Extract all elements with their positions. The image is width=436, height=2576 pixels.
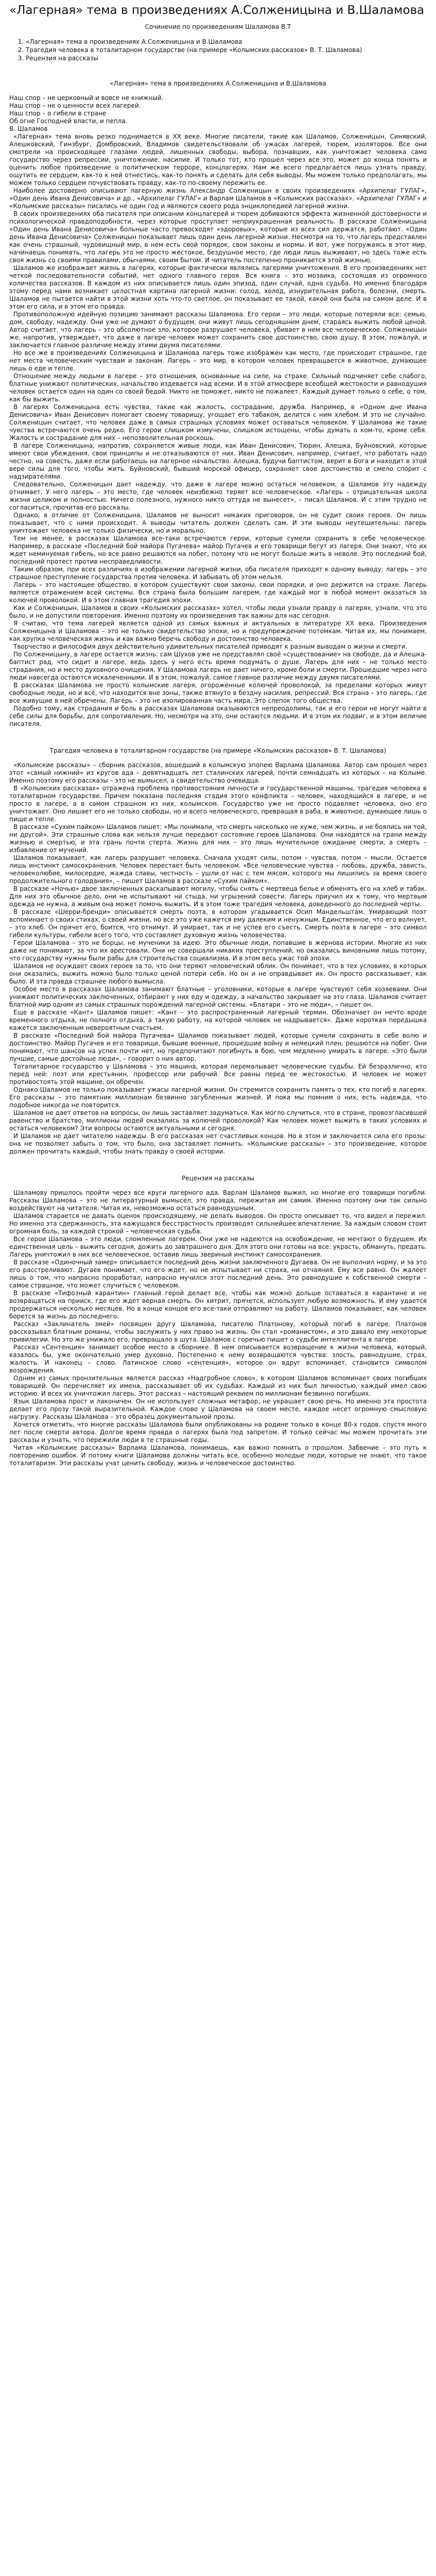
paragraph: В рассказе «Сухим пайком» Шаламов пишет: «Мы понимали, что смерть нисколько не хуже, чем жизнь, и не боялись ни той, ни другой». Эти страшные слова как нельзя лучше передают состояние героев Шаламова. Они находятся на грани между жизнью и смертью, и эта грань почти стерта. Жизнь для них – это лишь мучительное ожидание смерти, а смерть – избавление от мучений. (9, 823, 427, 854)
epigraph (9, 94, 427, 133)
paragraph: Однако, в отличие от Солженицына, Шаламов не выносит никаких приговоров, он не судит своих героев. Он лишь показывает, что с ними происходит. А выводы читатель должен сделать сам. И эти выводы неутешительны: лагерь уничтожает человека не только физически, но и морально. (9, 512, 427, 534)
paragraph: Таким образом, при всех различиях в изображении лагерной жизни, оба писателя приходят к одному выводу: лагерь – это страшное преступление государства против человека. И забывать об этом нельзя. (9, 566, 427, 581)
paragraph: Шаламов же изображает жизнь в лагерях, которые фактически являлись лагерями уничтожения. В его произведениях нет четкой последовательности событий, нет одного главного героя. Вся книга – это мозаика, состоящая из огромного количества рассказов. В каждом из них описывается лишь один эпизод, один случай, одна судьба. Но именно благодаря этому перед нами возникает целостная картина лагерной жизни: голод, холод, изнурительная работа, болезни, смерть. Шаламов не пытается найти в этой жизни хоть что-то светлое, он показывает ее такой, какой она была на самом деле. И в этом его сила, и в этом его правда. (9, 264, 427, 310)
essay-body (9, 1189, 427, 1467)
paragraph: Наиболее достоверно описывают лагерную жизнь Александр Солженицын в своих произведениях «Архипелаг ГУЛАГ», «Один день Ивана Денисовича» и др., «Архипелаг ГУЛАГ» и Варлам Шаламов в «Колымских рассказах». «Архипелаг ГУЛАГ» и «Колымские рассказы» писались не один год и являются своего рода энциклопедией лагерной жизни. (9, 187, 427, 210)
epigraph-author: В. Шаламов (9, 125, 48, 132)
paragraph: Следовательно, Солженицын дает надежду, что даже в лагере можно остаться человеком, а Шаламов эту надежду отнимает. У него лагерь – это место, где человек неизбежно теряет все человеческое. «Лагерь – отрицательная школа жизни целиком и полностью. Ничего полезного, нужного никто оттуда не вынесет», – писал Шаламов. И с этим трудно не согласиться, прочитав его рассказы. (9, 481, 427, 511)
epigraph-line: Об огне Господней власти, и пепла. (9, 117, 128, 125)
paragraph: Я считаю, что тема лагерей является одной из самых важных и актуальных в литературе XX века. Произведения Солженицына и Шаламова – это не только свидетельство эпохи, но и предупреждение потомкам. Читая их, мы понимаем, как хрупка человеческая жизнь и как важно беречь свободу и достоинство человека. (9, 620, 427, 642)
paragraph: Рассказ «Заклинатель змей» посвящен другу Шаламова, писателю Платонову, который погиб в лагере. Платонов рассказывал блатным романы, чтобы заслужить у них право на жизнь. Он стал «романистом», и это давало ему некоторые привилегии. Но это же унижало его, превращало в шута. Шаламов с горечью пишет о судьбе интеллигента в лагере. (9, 1320, 427, 1343)
paragraph: Противоположную идейную позицию занимают рассказы Шаламова. Его герои – это люди, которые потеряли все: семью, дом, свободу, надежду. Они уже не думают о будущем, они живут лишь сегодняшним днем, стараясь выжить любой ценой. Автор считает, что лагерь – это абсолютное зло, которое разрушает человека, убивает в нем все человеческое. Солженицын же, напротив, утверждает, что даже в лагере человек может сохранить свое достоинство, свою душу. В этом, пожалуй, и заключается главное различие между этими двумя писателями. (9, 311, 427, 349)
paragraph: Но все же в произведениях Солженицына и Шаламова лагерь тоже изображен как место, где происходит страшное, где нет места человеческим чувствам и законам. Лагерь – это мир, в котором человек превращается в животное, думающее лишь о еде и тепле. (9, 349, 427, 372)
paragraph: В лагерях Солженицына есть чувства, такие как жалость, сострадание, дружба. Например, в «Одном дне Ивана Денисовича» Иван Денисович помогает своему товарищу, угощает его табаком, делится с ним хлебом. И это не случайно. Солженицын считает, что человек даже в самых страшных условиях может оставаться человеком. У Шаламова же такие чувства встречаются очень редко. Его герои слишком измучены, слишком истощены, чтобы думать о ком-то, кроме себя. Жалость и сострадание для них – непозволительная роскошь. (9, 403, 427, 442)
essay-heading: «Лагерная» тема в произведениях А.Солженицына и В.Шаламова (110, 80, 326, 87)
paragraph: Шаламов показывает, как лагерь разрушает человека. Сначала уходят силы, потом – чувства, потом – мысли. Остается лишь инстинкт самосохранения. Человек перестает быть человеком. «Все человеческие чувства – любовь, дружба, зависть, человеколюбие, милосердие, жажда славы, честность – ушли от нас с тем мясом, которого мы лишились за время своего продолжительного голодания», – пишет Шаламов в рассказе «Сухим пайком». (9, 854, 427, 885)
paragraph: «Лагерная» тема вновь резко поднимается в XX веке. Многие писатели, такие как Шаламов, Солженицын, Синявский, Алешковский, Гинзбург, Домбровский, Владимов свидетельствовали об ужасах лагерей, тюрем, изоляторов. Все они смотрели на происходящее глазами людей, лишенных свободы, выбора, познавших, как уничтожает человека само государство через репрессии, уничтожение, насилие. И только тот, кто прошел через все это, может до конца понять и оценить любое произведение о политическом терроре, концлагерях. Нам же всего предлагается лишь узнать правду, ощутить ее сердцем, как-то к ней отнестись, как-то понять и сделать для себя выводы. Мы можем только предполагать, мы можем только сердцем почувствовать правду, как-то по-своему пережить ее. (9, 133, 427, 187)
epigraph-line: Наш спор – не церковный и вовсе не книжный. (9, 94, 164, 101)
paragraph: Язык Шаламова прост и лаконичен. Он не использует сложных метафор, не украшает свою речь. Но именно эта простота делает его прозу такой выразительной. Каждое слово у Шаламова на своем месте, каждое несет огромную смысловую нагрузку. Рассказы Шаламова – это образец документальной прозы. (9, 1398, 427, 1420)
paragraph: Герои Шаламова – это не борцы, не мученики за идею. Это обычные люди, попавшие в жернова истории. Многие из них даже не понимают, за что их арестовали. Они не совершали никаких преступлений, но оказались виновными лишь потому, что государству нужны были рабы для строительства социализма. И в этом весь ужас той эпохи. (9, 939, 427, 962)
paragraph: В рассказе «Последний бой майора Пугачева» Шаламов показывает людей, которые сумели сохранить в себе волю и достоинство. Майор Пугачев и его товарищи, бывшие военные, прошедшие войну и немецкий плен, решаются на побег. Они понимают, что шансов на успех почти нет, но предпочитают погибнуть в бою, чем медленно умирать в лагере. «Это были лучшие, самые достойные люди», – говорит о них автор. (9, 1032, 427, 1062)
paragraph: Подобно тому, как страдания и боль в рассказах Шаламова оказываются непреодолимы, так и его герои не могут найти в себе силы для борьбы, для сопротивления. Но, несмотря на это, они остаются людьми. И в этом их подвиг, и в этом величие писателя. (9, 705, 427, 727)
paragraph: Тоталитарное государство у Шаламова – это машина, которая перемалывает человеческие судьбы. Ей безразлично, кто перед ней: поэт или крестьянин, профессор или рабочий. Все равны перед ее жестокостью. И человек не может противостоять этой машине, он обречен. (9, 1063, 427, 1086)
paragraph: Тем не менее, в рассказах Шаламова все-таки встречаются герои, которые сумели сохранить в себе человеческое. Например, в рассказе «Последний бой майора Пугачева» майор Пугачев и его товарищи бегут из лагеря. Они знают, что их ждет неминуемая гибель, но все равно решаются на побег, потому что не могут больше жить в неволе. Это последний бой, последний протест против несправедливости. (9, 535, 427, 565)
essay-body (9, 133, 427, 728)
paragraph: Шаламов не дает ответов на вопросы, он лишь заставляет задуматься. Как могло случиться, что в стране, провозгласившей равенство и братство, миллионы людей оказались за колючей проволокой? Как человек может выжить в таких условиях и остаться человеком? Эти вопросы остаются актуальными и сегодня. (9, 1109, 427, 1132)
paragraph: Отношение между людьми в лагере – это отношения, основанные на силе, на страхе. Сильный подчиняет себе слабого, блатные унижают политических, начальство издевается над всеми. И в этой атмосфере всеобщей жестокости и равнодушия человек остается один на один со своей бедой. Никто не поможет, никто не пожалеет. Каждый думает только о себе, о том, как бы выжить. (9, 372, 427, 403)
paragraph: Рассказ «Сентенция» занимает особое место в сборнике. В нем описывается возвращение к жизни человека, который, казалось бы, уже окончательно умер духовно. Постепенно к нему возвращаются чувства: злость, равнодушие, страх, жалость. И наконец – слово. Латинское слово «сентенция», которое он вдруг вспоминает, становится символом возрождения. (9, 1344, 427, 1374)
paragraph: Шаламов старается не давать оценок происходящему, не делать выводов. Он просто описывает то, что видел и пережил. Но именно эта сдержанность, эта кажущаяся бесстрастность производят сильнейшее впечатление. За каждым словом стоит огромная боль, за каждой строкой – человеческая судьба. (9, 1212, 427, 1235)
paragraph: Как и Солженицын, Шаламов в своих «Колымских рассказах» хотел, чтобы люди узнали правду о лагерях, узнали, что это было, и не допустили повторения. Именно поэтому их произведения так важны для нас сегодня. (9, 604, 427, 619)
paragraph: Одним из самых пронзительных является рассказ «Надгробное слово», в котором Шаламов вспоминает своих погибших товарищей. Он перечисляет их имена, рассказывает об их судьбах. Каждый из них был личностью, каждый имел свою историю. И всех их уничтожил лагерь. Этот рассказ – настоящий реквием по миллионам безвинно погибших. (9, 1375, 427, 1397)
toc-item[interactable]: 2. Трагедия человека в тоталитарном государстве (на примере «Колымских рассказов» В. Т. Шаламова) (26, 46, 427, 54)
paragraph: В лагере Солженицына, напротив, сохраняется живые люди, как Иван Денисович, Тюрин, Алешка, Буйновский, которые имеют свои убеждения, свои принципы и не отказываются от них. Иван Денисович, например, считает, что работать надо честно, на совесть, даже если работаешь на лагерное начальство. Алешка, будучи баптистом, верит в Бога и находит в этой вере силы для того, чтобы жить. Буйновский, бывший морской офицер, сохраняет свое достоинство и смело спорит с надзирателями. (9, 442, 427, 480)
paragraph: В рассказе «Тифозный карантин» главный герой делает все, чтобы как можно дольше оставаться в карантине и не возвращаться на прииск, где его ждет верная смерть. Он хитрит, прячется, использует любую возможность. И ему удается продержаться несколько месяцев. Но в конце концов его все-таки отправляют на работу. Шаламов показывает, как человек борется за жизнь до последнего. (9, 1290, 427, 1320)
essay-heading: Рецензия на рассказы (182, 1175, 254, 1182)
paragraph: И Шаламов не дает читателю надежды. В его рассказах нет счастливых концов. Но в этом и заключается сила его прозы: она не позволяет забыть о том, что было, она заставляет помнить. «Колымские рассказы» – это произведение, которое должен прочитать каждый, чтобы знать правду о своей истории. (9, 1132, 427, 1155)
epigraph-line: Наш спор – не о ценности всех лагерей. (9, 102, 141, 109)
paragraph: В рассказах Шаламова не просто колымские лагеря, огороженные колючей проволокой, за пределами которых живут свободные люди, но и всё, что находится вне зоны, также втянуто в бездну насилия, репрессий. Вся страна – это лагерь, где все живущие в ней обречены. Лагерь – это не изолированная часть мира. Это слепок того общества. (9, 682, 427, 704)
paragraph: Однако Шаламов не только показывает ужасы лагерной жизни. Он стремится сохранить память о тех, кто погиб в лагерях. Его рассказы – это памятник миллионам безвинно загубленных жизней. И пока мы помним о них, есть надежда, что подобное никогда не повторится. (9, 1086, 427, 1109)
page-title: «Лагерная» тема в произведениях А.Солженицына и В.Шаламова (9, 4, 425, 17)
paragraph: В «Колымских рассказах» отражена проблема противостояния личности и государственной машины, трагедия человека в тоталитарном государстве. Причем показана последняя стадия этого конфликта – человек, находящийся в лагере, и не просто в лагере, а в самом страшном из них, колымском. Государство уже не просто подавляет человека, оно его уничтожает. Оно лишает его не только свободы, но и всего человеческого, превращая в раба, в животное, думающее лишь о пище и тепле. (9, 785, 427, 823)
paragraph: Лагерь – это настоящее общество, в котором существуют свои законы, свои порядки, и оно держится на страхе. Лагерь является отражением всей системы. Вся страна была большим лагерем, где каждый мог в любой момент оказаться за колючей проволокой. И в этом главная трагедия эпохи. (9, 581, 427, 604)
paragraph: Читая «Колымские рассказы» Варлама Шаламова, понимаешь, как важно помнить о прошлом. Забвение – это путь к повторению ошибок. И потому книги Шаламова должны читать все, особенно молодые люди, которые не знают, что такое тоталитаризм. Эти рассказы учат ценить свободу, жизнь и человеческое достоинство. (9, 1444, 427, 1467)
epigraph-line: Наш спор – о гибели в стране (9, 110, 107, 117)
table-of-contents (9, 38, 427, 62)
paragraph: Еще в рассказе «Кант» Шаламов пишет: «Кант – это распространенный лагерный термин. Обозначает он нечто вроде временного отдыха, не полного отдыха, а такую работу, на которой человек не надрывается». Даже короткая передышка кажется заключенным невероятным счастьем. (9, 1009, 427, 1031)
paragraph: В рассказе «Шерри-бренди» описывается смерть поэта, в котором угадывается Осип Мандельштам. Умирающий поэт вспоминает о своих стихах, о своей жизни, но все это уже кажется ему далеким и ненужным. Единственное, что его волнует, – это хлеб. Он прячет его, боится, что отнимут. И умирает, так и не успев его съесть. Смерть поэта в лагере – это символ гибели культуры, гибели всего того, что составляет духовную жизнь человечества. (9, 908, 427, 939)
essay-body (9, 761, 427, 1156)
essay-heading: Трагедия человека в тоталитарном государстве (на примере «Колымских рассказов» В. Т. Шаламова) (49, 747, 387, 754)
paragraph: Хочется отметить, что многие рассказы Шаламова были опубликованы на родине только в конце 80-х годов, спустя много лет после смерти автора. Долгое время правда о лагерях была под запретом. И только сейчас мы можем прочитать эти рассказы и узнать, что пережили люди в те страшные годы. (9, 1421, 427, 1444)
paragraph: В рассказе «Ночью» двое заключенных раскапывают могилу, чтобы снять с мертвеца белье и обменять его на хлеб и табак. Для них это обычное дело, они не испытывают ни стыда, ни угрызений совести. Лагерь приучил их к тому, что мертвым одежда не нужна, а живым она может помочь выжить. И в этом тоже трагедия человека, доведенного до последней черты. (9, 885, 427, 908)
paragraph: Особое место в рассказах Шаламова занимают блатные – уголовники, которые в лагере чувствуют себя хозяевами. Они унижают политических заключенных, отбирают у них еду и одежду, а начальство закрывает на это глаза. Шаламов считает блатной мир одним из самых страшных порождений лагерной системы. «Блатари – это не люди», – пишет он. (9, 986, 427, 1008)
toc-item[interactable]: 1. «Лагерная» тема в произведениях А.Солженицына и В.Шаламова (26, 38, 427, 46)
paragraph: Все герои Шаламова – это люди, сломленные лагерем. Они уже не надеются на освобождение, не мечтают о будущем. Их единственная цель – выжить сегодня, дожить до завтрашнего дня. Для этого они готовы на все: украсть, обмануть, предать. Лагерь уничтожил в них все человеческое, оставив лишь звериный инстинкт самосохранения. (9, 1235, 427, 1258)
paragraph: В рассказе «Одиночный замер» описывается последний день жизни заключенного Дугаева. Он не выполнил норму, и за это его расстреливают. Дугаев понимает, что его ждет, но не испытывает ни страха, ни отчаяния. Ему все равно. Он жалеет лишь о том, что напрасно проработал, напрасно мучился этот последний день. Это равнодушие к собственной смерти – самое страшное, что может случиться с человеком. (9, 1259, 427, 1289)
paragraph: Шаламов не осуждает своих героев за то, что они теряют человеческий облик. Он понимает, что в тех условиях, в которых они оказались, выжить можно было только ценой потери себя. Но он и не оправдывает их. Он просто рассказывает, как было. И эта правда страшнее любого вымысла. (9, 962, 427, 985)
paragraph: По Солженицыну, в лагере остается жизнь: сам Шухов уже не представлял своё «существование» на свободе, да и Алешка-баптист рад, что сидит в лагере, ведь здесь у него есть время подумать о душе. Лагерь для них – не только место страдания, но и место духовного очищения. У Шаламова лагерь не дает ничего, кроме боли и смерти. Прошедшие через него люди навсегда остаются искалеченными. И в этом, пожалуй, самое главное различие между двумя писателями. (9, 651, 427, 681)
paragraph: Шаламову пришлось пройти через все круги лагерного ада. Варлам Шаламов выжил, но многие его товарищи погибли. Рассказы Шаламова – это не литературный вымысел, это правда, пережитая им самим. Именно поэтому они так сильно воздействуют на читателя. Читая их, невозможно остаться равнодушным. (9, 1189, 427, 1212)
section-heading: Сочинение по произведениям Шаламова В.Т (145, 23, 291, 30)
paragraph: Творчество и философия двух действительно удивительных писателей приводят к разным выводам о жизни и смерти. (13, 643, 408, 650)
toc-item[interactable]: 3. Рецензия на рассказы (26, 54, 427, 62)
paragraph: В своих произведениях оба писателя при описании концлагерей и тюрем добиваются эффекта жизненной достоверности и психологической правдоподобности, через которые проступает неприукрашенная реальность. В рассказе Солженицына «Один день Ивана Денисовича» больные часто превосходят «эдоровых», которые из всех сил держатся, работают. «Один день Ивана Денисовича» Солженицын показывает лишь один день лагерной жизни. Несмотря на то, что лагерь представлен как очень страшный, чудовищный мир, в нем есть свой порядок, свои законы и нормы. И вот, уже погружаясь в этот мир, начинаешь понимать, что лагерь это не просто жестокое, бездушное место, где люди лишь выживают, но здесь тоже есть своя жизнь со своими правилами, обычаями, своим бытом. И читатель постепенно проникается этой жизнью. (9, 210, 427, 264)
paragraph: «Колымские рассказы» – сборник рассказов, вошедший в колымскую эпопею Варлама Шаламова. Автор сам прошел через этот «самый нижний» из кругов ада – девятнадцать лет сталинских лагерей, почти семнадцать из которых – на Колыме. Именно поэтому его рассказы – это не вымысел, а свидетельство очевидца. (9, 761, 427, 784)
